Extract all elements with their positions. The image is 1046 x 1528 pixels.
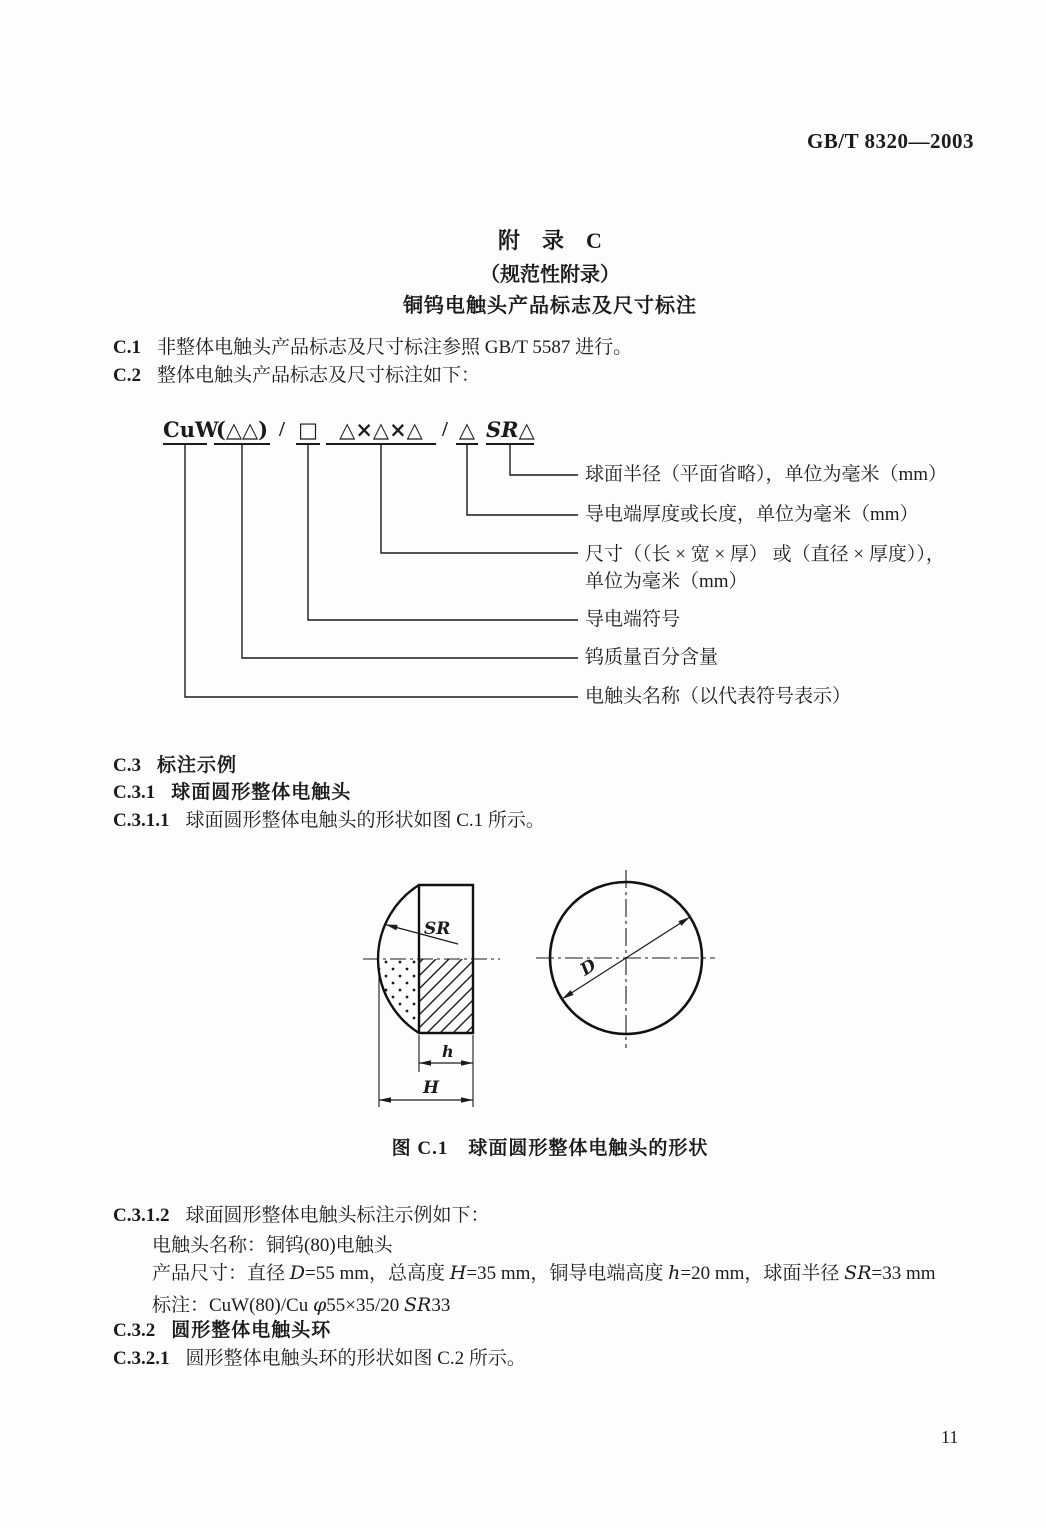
clause-c31 — [113, 777, 351, 804]
mark-seg-0: 标注：CuW(80)/Cu — [152, 1295, 313, 1316]
size-var-D: D — [289, 1262, 305, 1284]
sr-dimension-label: SR — [424, 919, 451, 939]
marking-label-size-line2: 单位为毫米（mm） — [585, 571, 748, 592]
clause-c321-text: 圆形整体电触头环的形状如图 C.2 所示。 — [185, 1348, 526, 1369]
clause-c31-number: C.3.1 — [113, 782, 156, 803]
clause-c3-text: 标注示例 — [156, 755, 237, 776]
mark-seg-2: 55×35/20 — [326, 1295, 405, 1316]
mark-var-SR: SR — [404, 1294, 432, 1316]
callout-line-tungsten — [242, 444, 578, 658]
marking-label-size-line1: 尺寸（（长 × 宽 × 厚） 或（直径 × 厚度））， — [585, 544, 945, 565]
callout-line-sr — [510, 444, 578, 475]
clause-c1 — [113, 332, 632, 359]
clause-c32-text: 圆形整体电触头环 — [171, 1320, 332, 1341]
clause-c2 — [113, 360, 480, 387]
H-dimension-label: H — [423, 1078, 440, 1098]
marking-label-sr: 球面半径（平面省略），单位为毫米（mm） — [585, 464, 948, 485]
mark-seg-4: 33 — [431, 1295, 451, 1316]
front-view — [536, 870, 715, 1048]
clause-c311-number: C.3.1.1 — [113, 810, 170, 831]
formula-terminal-symbol: □ — [296, 417, 320, 445]
size-seg-4: =35 mm，铜导电端高度 — [466, 1263, 669, 1284]
clause-c2-text: 整体电触头产品标志及尺寸标注如下： — [156, 365, 480, 386]
size-seg-0: 产品尺寸：直径 — [152, 1263, 290, 1284]
mark-var-phi: φ — [312, 1294, 327, 1316]
formula-slash-2: / — [442, 417, 448, 441]
tungsten-region-stipple — [379, 959, 419, 1033]
formula-sr-value: △ — [518, 417, 535, 442]
appendix-subtitle: （规范性附录） — [480, 264, 620, 286]
formula-sr-prefix: SR — [486, 417, 519, 442]
h-dimension-label: h — [442, 1042, 454, 1061]
example-mark-line — [152, 1290, 450, 1317]
clause-c312 — [113, 1200, 490, 1227]
appendix-title: 附 录 C — [498, 228, 602, 253]
clause-c3-number: C.3 — [113, 755, 141, 776]
size-var-h: h — [668, 1262, 681, 1284]
size-var-SR: SR — [844, 1262, 872, 1284]
callout-line-size — [381, 444, 578, 553]
clause-c32-number: C.3.2 — [113, 1320, 156, 1341]
callout-line-terminal — [308, 444, 578, 620]
marking-label-tungsten: 钨质量百分含量 — [585, 647, 719, 668]
standard-code: GB/T 8320—2003 — [806, 129, 974, 153]
clause-c32 — [113, 1315, 331, 1342]
formula-thickness: △ — [456, 417, 478, 445]
clause-c31-text: 球面圆形整体电触头 — [171, 782, 352, 803]
copper-region-hatch — [419, 959, 473, 1033]
size-seg-6: =20 mm，球面半径 — [680, 1263, 845, 1284]
clause-c321-number: C.3.2.1 — [113, 1348, 170, 1369]
appendix-heading: 铜钨电触头产品标志及尺寸标注 — [403, 295, 697, 317]
example-name-line: 电触头名称：铜钨(80)电触头 — [152, 1235, 393, 1256]
figure-c1-caption: 图 C.1 球面圆形整体电触头的形状 — [391, 1138, 709, 1159]
clause-c312-number: C.3.1.2 — [113, 1205, 170, 1226]
marking-label-contact-name: 电触头名称（以代表符号表示） — [585, 686, 852, 707]
side-view — [363, 885, 500, 1107]
clause-c1-number: C.1 — [113, 337, 141, 358]
formula-contact-name: CuW — [163, 417, 207, 445]
size-seg-2: =55 mm，总高度 — [305, 1263, 450, 1284]
figure-c1-drawing — [340, 860, 740, 1122]
marking-label-terminal: 导电端符号 — [585, 609, 681, 630]
formula-size: △×△×△ — [326, 417, 436, 445]
page-number: 11 — [941, 1427, 959, 1447]
clause-c311 — [113, 805, 545, 832]
marking-label-size — [585, 541, 945, 595]
clause-c311-text: 球面圆形整体电触头的形状如图 C.1 所示。 — [185, 810, 545, 831]
formula-slash-1: / — [279, 417, 285, 441]
callout-line-thickness — [467, 444, 578, 515]
clause-c2-number: C.2 — [113, 365, 141, 386]
diameter-label: D — [576, 955, 601, 981]
clause-c1-text: 非整体电触头产品标志及尺寸标注参照 GB/T 5587 进行。 — [156, 337, 633, 358]
size-var-H: H — [449, 1262, 467, 1284]
example-size-line — [152, 1258, 936, 1285]
formula-tungsten-content: (△△) — [214, 417, 270, 445]
size-seg-8: =33 mm — [871, 1263, 936, 1284]
clause-c3 — [113, 750, 237, 777]
clause-c312-text: 球面圆形整体电触头标注示例如下： — [185, 1205, 490, 1226]
marking-label-thickness: 导电端厚度或长度，单位为毫米（mm） — [585, 504, 919, 525]
clause-c321 — [113, 1343, 526, 1370]
